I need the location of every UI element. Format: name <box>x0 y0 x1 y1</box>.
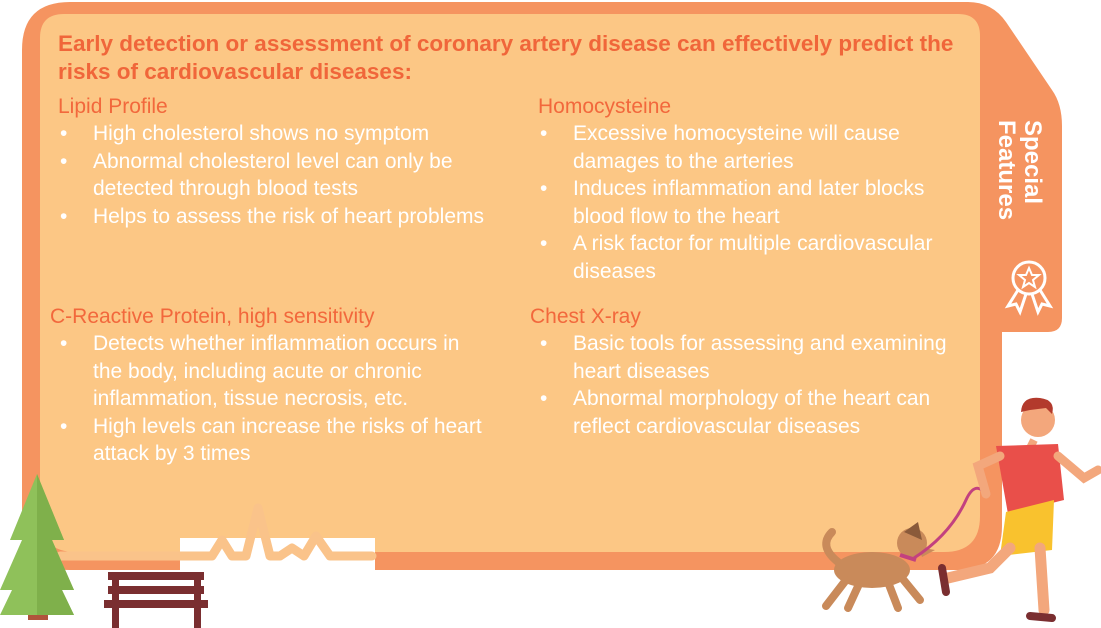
list-item: • Induces inflammation and later blocks blood flow to the heart <box>538 175 968 230</box>
list-item: • Abnormal cholesterol level can only be detected through blood tests <box>58 148 488 203</box>
list-item: • A risk factor for multiple cardiovascular diseases <box>538 230 968 285</box>
list-chest-x-ray <box>538 330 968 440</box>
section-title-c-reactive-protein: C-Reactive Protein, high sensitivity <box>50 305 375 328</box>
section-title-homocysteine: Homocysteine <box>538 95 672 118</box>
headline: Early detection or assessment of coronary artery disease can effectively predict the risks of cardiovascular diseases: <box>58 31 954 84</box>
section-title-chest-x-ray: Chest X-ray <box>530 305 641 328</box>
list-item: • Basic tools for assessing and examining heart diseases <box>538 330 968 385</box>
section-title-lipid-profile: Lipid Profile <box>58 95 168 118</box>
list-homocysteine <box>538 120 968 285</box>
list-item: • High cholesterol shows no symptom <box>58 120 488 148</box>
list-item: • Helps to assess the risk of heart problems <box>58 203 488 231</box>
list-item: • Detects whether inflammation occurs in the body, including acute or chronic inflammation, tissue necrosis, etc. <box>58 330 488 413</box>
bench-illustration <box>104 572 208 628</box>
list-c-reactive-protein <box>58 330 488 468</box>
special-features-tab-label: Special Features <box>993 120 1046 221</box>
list-item: • Abnormal morphology of the heart can reflect cardiovascular diseases <box>538 385 968 440</box>
list-item: • Excessive homocysteine will cause damages to the arteries <box>538 120 968 175</box>
list-item: • High levels can increase the risks of heart attack by 3 times <box>58 413 488 468</box>
list-lipid-profile <box>58 120 488 230</box>
